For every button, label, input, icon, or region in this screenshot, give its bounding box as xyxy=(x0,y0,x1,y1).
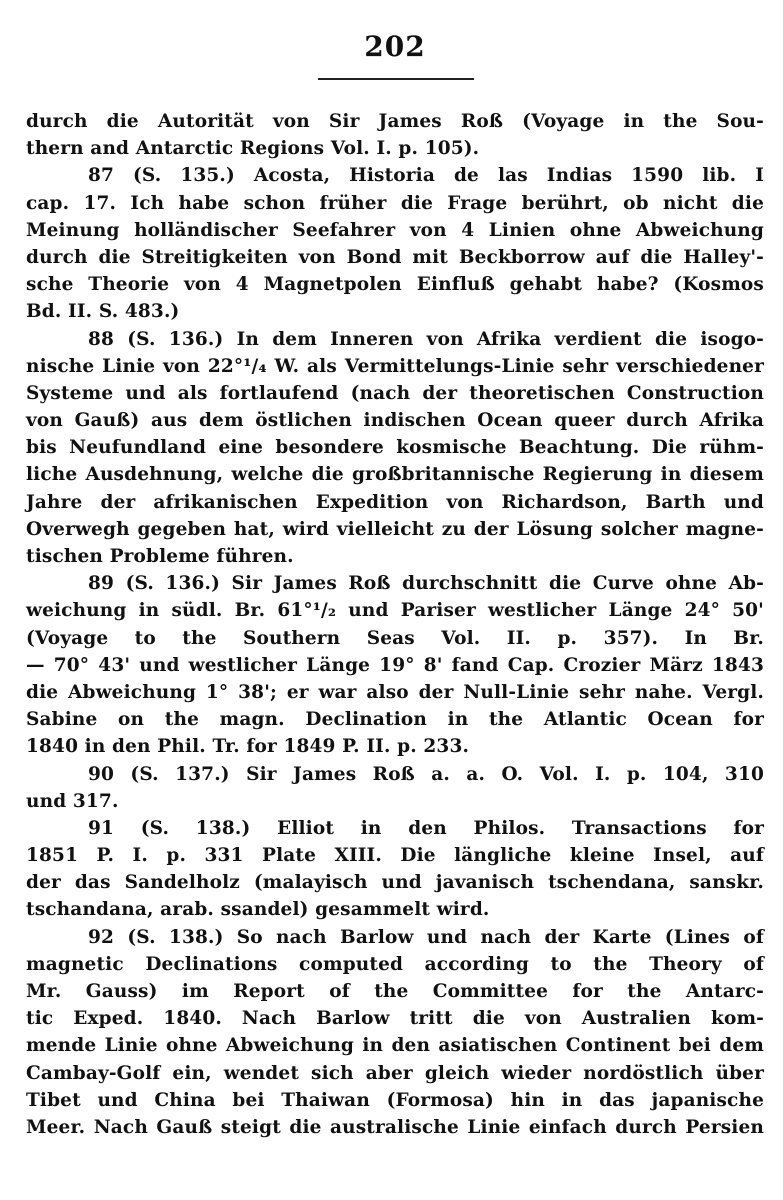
footnote-first-line: 92 (S. 138.) So nach Barlow und nach der Karte (Lines of xyxy=(88,926,764,948)
footnote-first-line: 88 (S. 136.) In dem Inneren von Afrika verdient die isogo- xyxy=(88,328,764,350)
text-line: der das Sandelholz (malayisch und javanisch tschendana, sanskr. xyxy=(26,872,764,894)
text-line: 1840 in den Phil. Tr. for 1849 P. II. p. 233. xyxy=(26,736,470,758)
footnote-first-line: 89 (S. 136.) Sir James Roß durchschnitt die Curve ohne Ab- xyxy=(88,573,764,595)
text-line: Cambay-Golf ein, wendet sich aber gleich wieder nordöstlich über xyxy=(26,1062,764,1084)
text-line: nische Linie von 22°¹/₄ W. als Vermittelungs-Linie sehr verschiedener xyxy=(26,355,764,377)
text-line: magnetic Declinations computed according to the Theory of xyxy=(26,953,764,975)
text-line: tschandana, arab. ssandel) gesammelt wird. xyxy=(26,899,490,921)
text-line: Jahre der afrikanischen Expedition von Richardson, Barth und xyxy=(26,491,764,513)
text-line: durch die Autorität von Sir James Roß (Voyage in the Sou- xyxy=(26,111,764,132)
text-line: bis Neufundland eine besondere kosmische Beachtung. Die rühm- xyxy=(26,437,764,459)
text-line: Meer. Nach Gauß steigt die australische Linie einfach durch Persien xyxy=(26,1116,764,1138)
text-line: liche Ausdehnung, welche die großbritannische Regierung in diesem xyxy=(26,464,764,486)
text-line: von Gauß) aus dem östlichen indischen Ocean queer durch Afrika xyxy=(26,410,764,432)
text-line: thern and Antarctic Regions Vol. I. p. 105). xyxy=(26,138,480,160)
text-line: mende Linie ohne Abweichung in den asiatischen Continent bei dem xyxy=(26,1035,764,1057)
text-line: tischen Probleme führen. xyxy=(26,546,294,567)
text-line: 1851 P. I. p. 331 Plate XIII. Die längliche kleine Insel, auf xyxy=(26,845,764,867)
document-page xyxy=(26,0,764,1200)
text-line: tic Exped. 1840. Nach Barlow tritt die von Australien kom- xyxy=(26,1008,764,1030)
footnotes-body xyxy=(26,108,764,1141)
footnote-first-line: 90 (S. 137.) Sir James Roß a. a. O. Vol. I. p. 104, 310 xyxy=(88,763,764,785)
text-line: Sabine on the magn. Declination in the Atlantic Ocean for xyxy=(26,709,764,731)
text-line: und 317. xyxy=(26,790,119,812)
text-line: weichung in südl. Br. 61°¹/₂ und Pariser westlicher Länge 24° 50' xyxy=(26,600,764,622)
header-rule xyxy=(318,78,474,80)
text-line: Tibet und China bei Thaiwan (Formosa) hin in das japanische xyxy=(26,1089,764,1111)
text-line: (Voyage to the Southern Seas Vol. II. p. 357). In Br. xyxy=(26,627,764,649)
footnote-first-line: 87 (S. 135.) Acosta, Historia de las Indias 1590 lib. I xyxy=(88,165,764,187)
text-line: Overwegh gegeben hat, wird vielleicht zu der Lösung solcher magne- xyxy=(26,518,764,540)
text-line: durch die Streitigkeiten von Bond mit Beckborrow auf die Halley'- xyxy=(26,246,764,268)
text-line: cap. 17. Ich habe schon früher die Frage berührt, ob nicht die xyxy=(26,192,764,214)
text-line: Mr. Gauss) im Report of the Committee for the Antarc- xyxy=(26,981,764,1002)
text-line: Meinung holländischer Seefahrer von 4 Linien ohne Abweichung xyxy=(26,219,764,241)
text-line: sche Theorie von 4 Magnetpolen Einfluß gehabt habe? (Kosmos xyxy=(26,274,764,296)
text-line: Systeme und als fortlaufend (nach der theoretischen Construction xyxy=(26,382,764,404)
text-line: Bd. II. S. 483.) xyxy=(26,301,180,323)
text-line: die Abweichung 1° 38'; er war also der Null-Linie sehr nahe. Vergl. xyxy=(26,681,764,703)
footnote-first-line: 91 (S. 138.) Elliot in den Philos. Transactions for xyxy=(88,817,764,839)
text-line: — 70° 43' und westlicher Länge 19° 8' fand Cap. Crozier März 1843 xyxy=(26,654,764,676)
page-number: 202 xyxy=(364,30,426,63)
